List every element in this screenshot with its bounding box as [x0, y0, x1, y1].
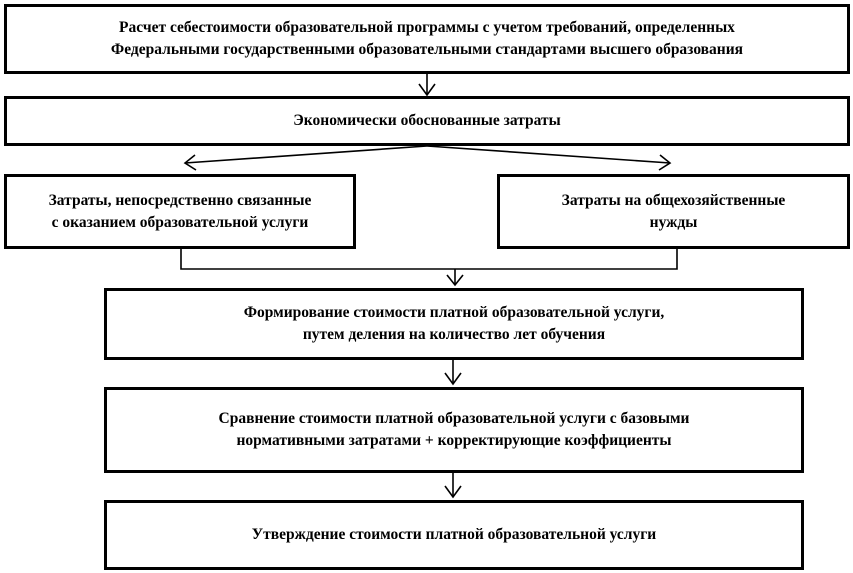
node-form-line2: путем деления на количество лет обучения [302, 326, 606, 343]
arrow-econ-to-direct [185, 146, 427, 163]
node-calc [4, 4, 850, 74]
node-econ [4, 96, 850, 146]
node-direct-line1: Затраты, непосредственно связанные [48, 191, 312, 209]
node-calc-line1: Расчет себестоимости образовательной программы с учетом требований, определенных [119, 19, 735, 36]
node-approve [104, 500, 804, 570]
node-form-line1: Формирование стоимости платной образовательной услуги, [243, 304, 665, 321]
node-calc-line2: Федеральными государственными образовательными стандартами высшего образования [110, 41, 744, 58]
merge-line [181, 249, 677, 269]
arrow-econ-to-general [427, 146, 670, 163]
node-direct-line2: с оказанием образовательной услуги [51, 213, 309, 231]
node-general-line1: Затраты на общехозяйственные [561, 191, 786, 209]
node-compare-line2: нормативными затратами + корректирующие коэффициенты [236, 432, 672, 449]
node-approve-line1: Утверждение стоимости платной образовательной услуги [251, 526, 657, 543]
node-econ-line1: Экономически обоснованные затраты [293, 112, 561, 129]
node-form [104, 288, 804, 360]
node-compare [104, 387, 804, 473]
node-general-line2: нужды [649, 213, 698, 231]
node-general [497, 174, 850, 249]
node-compare-line1: Сравнение стоимости платной образовательной услуги с базовыми [218, 410, 690, 427]
node-direct [4, 174, 356, 249]
